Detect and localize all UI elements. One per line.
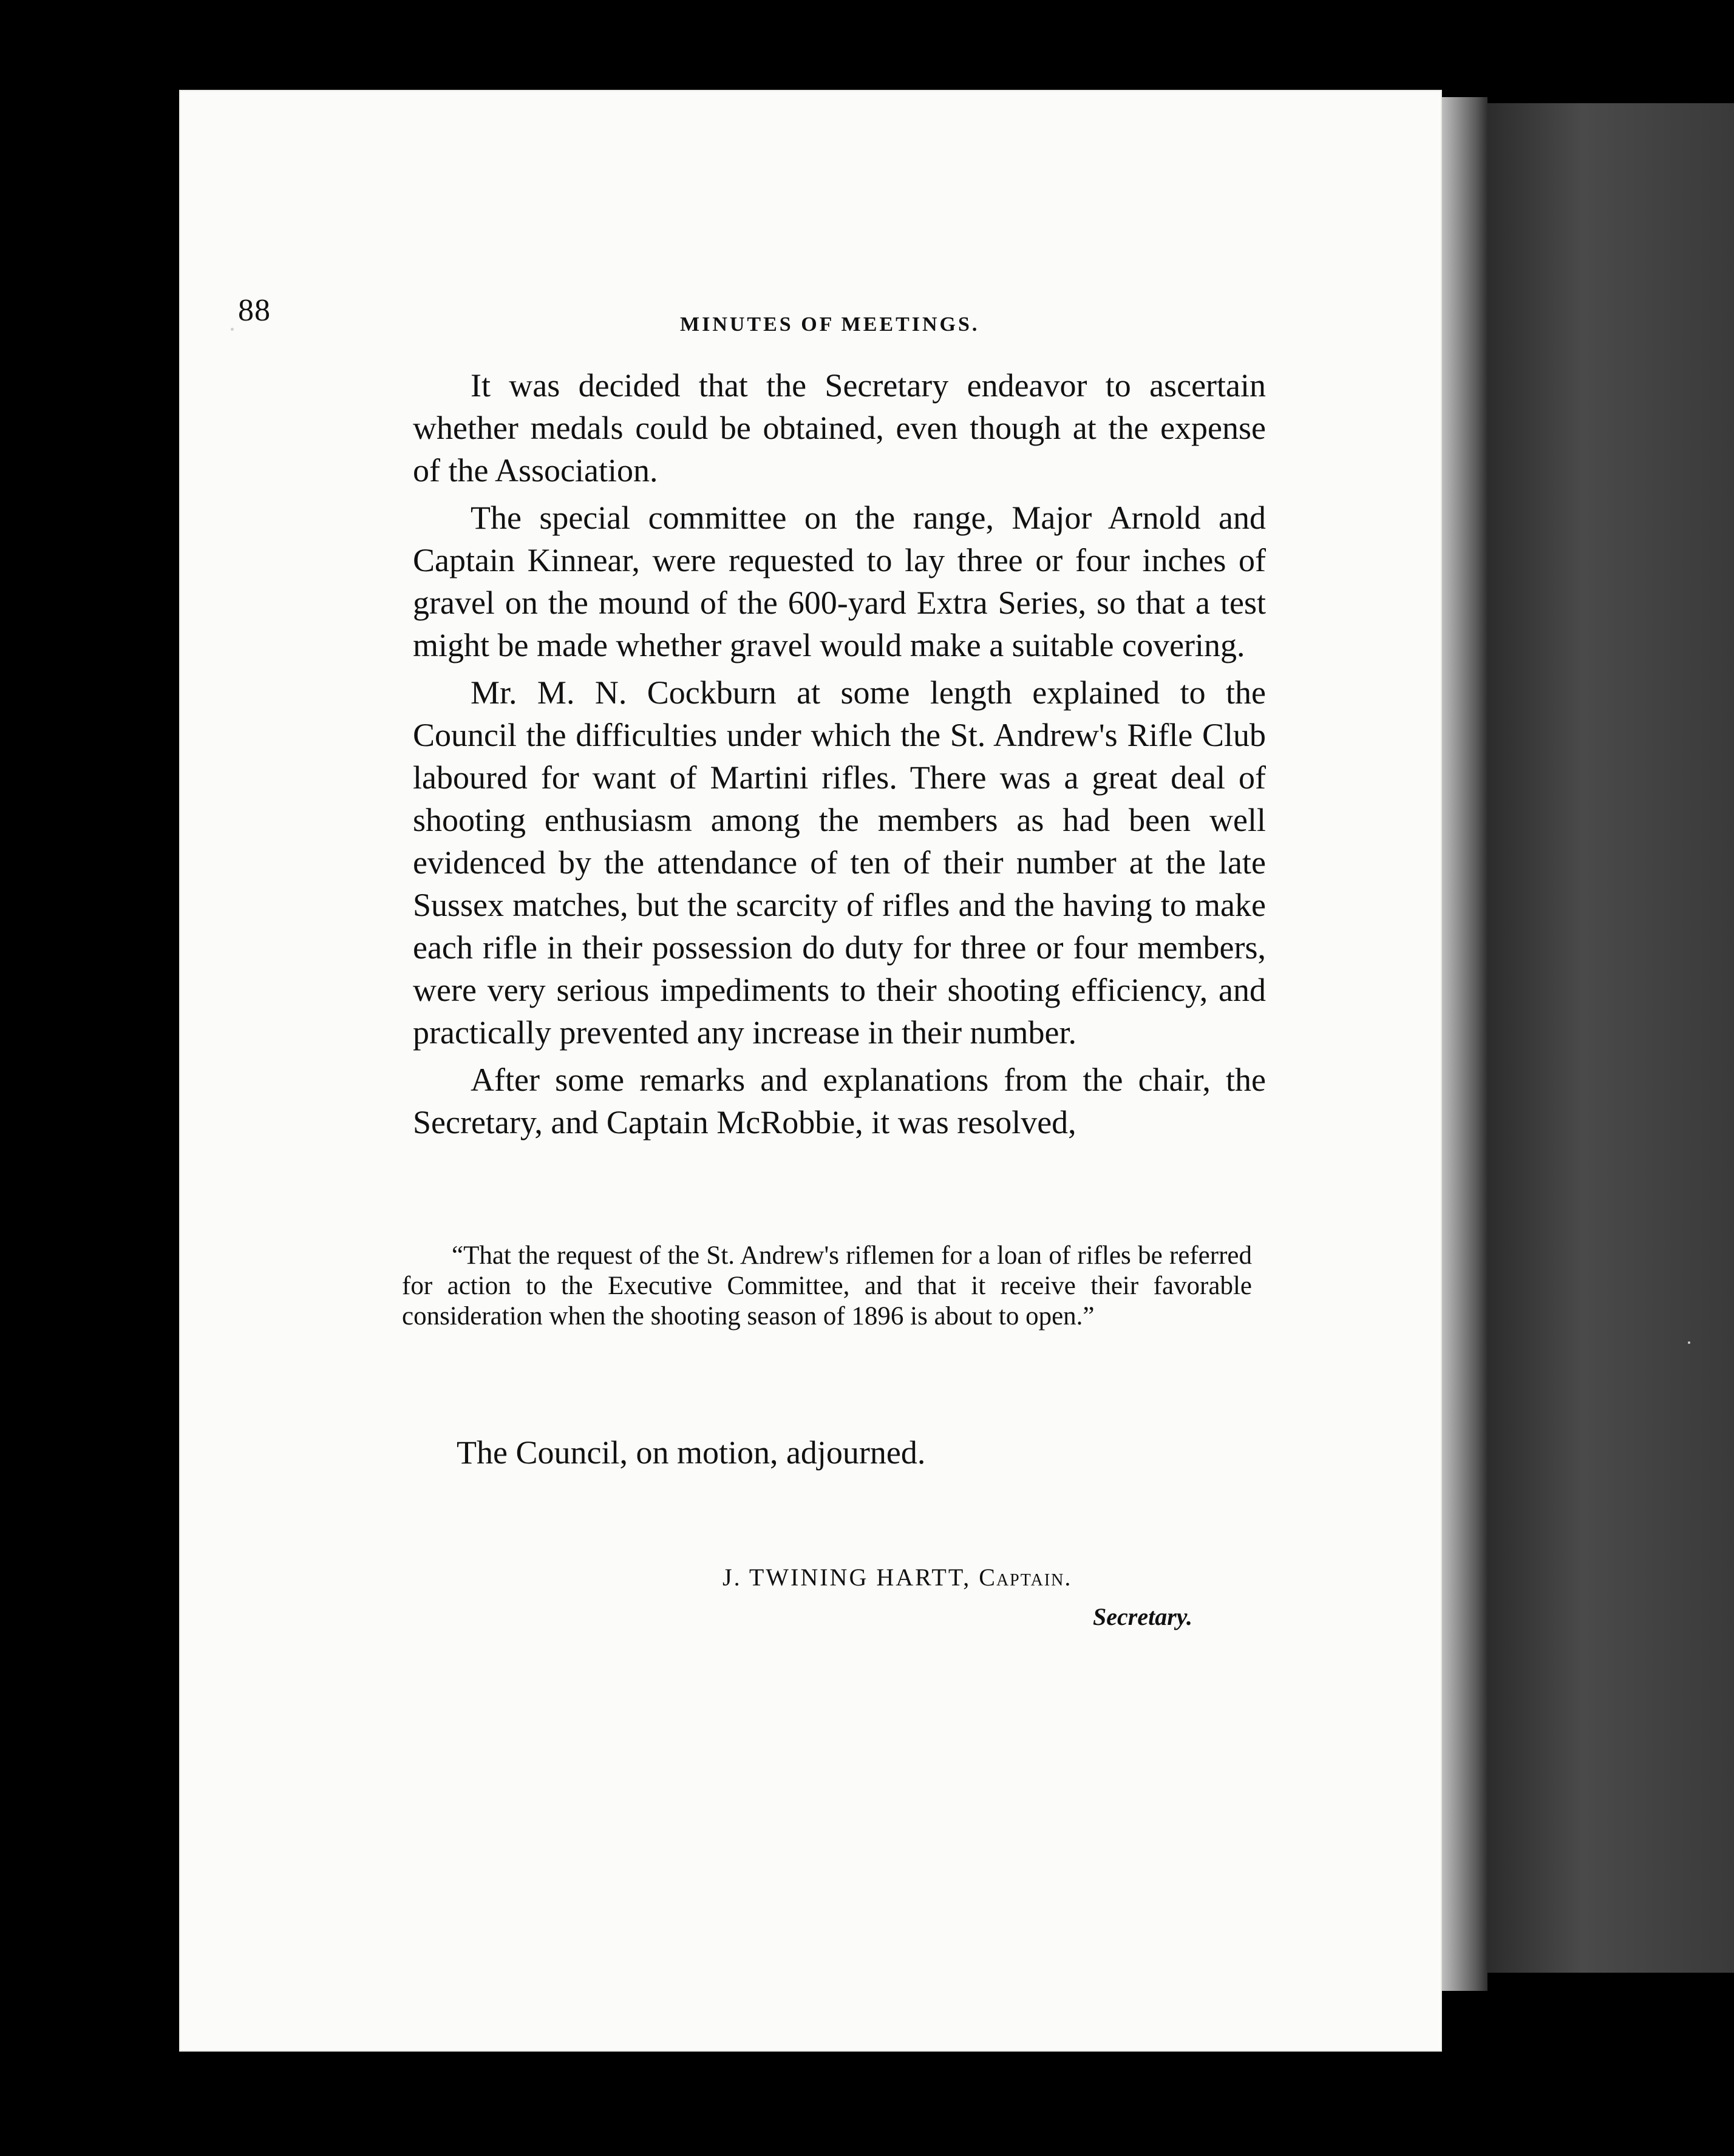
signatory-title: Secretary.: [1093, 1603, 1193, 1630]
signatory-name: J. TWINING HARTT,: [722, 1564, 971, 1591]
page-number: 88: [238, 293, 271, 328]
paragraph: The special committee on the range, Major Arnold and Captain Kinnear, were requested to lay three or four inches of gravel on the mound of the 600-yard Extra Series, so that a test might be made whether gravel would make a suitable covering.: [413, 500, 1266, 663]
paragraph: It was decided that the Secretary endeavor to ascertain whether medals could be obtained, even though at the expense of the Association.: [413, 367, 1266, 489]
paper-speck: [1688, 1341, 1690, 1344]
paragraph: Mr. M. N. Cockburn at some length explained to the Council the difficulties under which the St. Andrew's Rifle Club laboured for want of Martini rifles. There was a great deal of shooting enthusiasm among the members as had been well evidenced by the attendance of ten of their number at the late Sussex matches, but the scarcity of rifles and the having to make each rifle in their possession do duty for three or four members, were very serious impediments to their shooting efficiency, and practically prevented any increase in their number.: [413, 674, 1266, 1051]
resolution-quote: “That the request of the St. Andrew's riflemen for a loan of rifles be referred for action to the Executive Committee, and that it receive their favorable consideration when the shooting season of 1896 is about to open.”: [402, 1241, 1252, 1331]
adjacent-page: [1481, 103, 1734, 1973]
running-head: MINUTES OF MEETINGS.: [680, 313, 980, 336]
body-text: [413, 364, 1266, 1148]
closing-line: The Council, on motion, adjourned.: [457, 1434, 926, 1471]
paragraph: After some remarks and explanations from the chair, the Secretary, and Captain McRobbie, it was resolved,: [413, 1062, 1266, 1141]
signature-line: [722, 1563, 1072, 1592]
paper-speck: [231, 328, 234, 331]
signatory-rank: Captain.: [979, 1564, 1072, 1591]
